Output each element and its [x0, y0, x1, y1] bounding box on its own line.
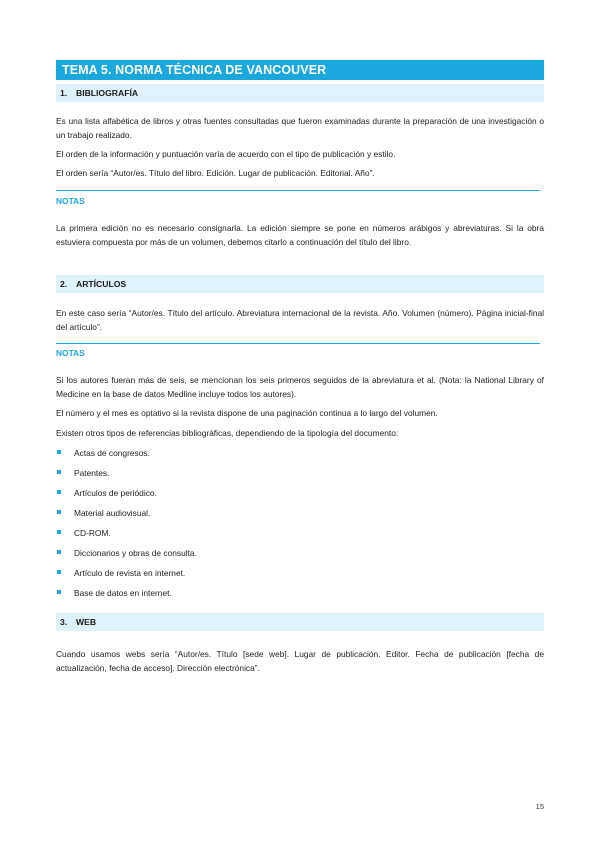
section-label: BIBLIOGRAFÍA [76, 88, 139, 98]
section-label: WEB [76, 617, 97, 627]
section-header-web [56, 613, 544, 631]
list-item: Artículos de periódico. [56, 486, 544, 506]
note-paragraph: Si los autores fueran más de seis, se mencionan los seis primeros seguidos de la abreviatura et al. (Nota: la National Library of Medicine en la base de datos Medline incluye todos los autores). [56, 375, 544, 400]
page-number: 15 [535, 802, 544, 811]
bullet-icon [57, 530, 61, 534]
divider [56, 190, 540, 191]
section-number: 3. [60, 617, 68, 627]
divider [56, 343, 540, 344]
paragraph: Es una lista alfabética de libros y otras fuentes consultadas que fueron examinadas durante la preparación de una investigación o un trabajo realizado. [56, 116, 544, 141]
section-number: 2. [60, 279, 68, 289]
note-paragraph: Existen otros tipos de referencias bibliográficas, dependiendo de la tipología del documento: [56, 428, 399, 438]
bullet-icon [57, 550, 61, 554]
list-item: Patentes. [56, 466, 544, 486]
list-item: Diccionarios y obras de consulta. [56, 546, 544, 566]
note-paragraph: El número y el mes es optativo si la revista dispone de una paginación continua a lo largo del volumen. [56, 408, 438, 418]
chapter-title: TEMA 5. NORMA TÉCNICA DE VANCOUVER [56, 60, 544, 80]
paragraph: El orden sería “Autor/es. Título del libro. Edición. Lugar de publicación. Editorial. Año”. [56, 168, 375, 178]
notes-label: NOTAS [56, 348, 85, 358]
section-header-bibliografia [56, 84, 544, 102]
paragraph: En este caso sería “Autor/es. Título del artículo. Abreviatura internacional de la revista. Año. Volumen (número). Página inicial-final del artículo”. [56, 308, 544, 333]
bullet-icon [57, 590, 61, 594]
bullet-icon [57, 470, 61, 474]
list-item: Artículo de revista en internet. [56, 566, 544, 586]
bullet-icon [57, 450, 61, 454]
list-item: Base de datos en internet. [56, 586, 544, 606]
list-item: Material audiovisual. [56, 506, 544, 526]
bullet-icon [57, 570, 61, 574]
section-number: 1. [60, 88, 68, 98]
list-item: Actas de congresos. [56, 446, 544, 466]
bullet-icon [57, 490, 61, 494]
section-label: ARTÍCULOS [76, 279, 127, 289]
bullet-icon [57, 510, 61, 514]
reference-types-list [56, 446, 544, 606]
notes-label: NOTAS [56, 196, 85, 206]
paragraph: Cuando usamos webs sería “Autor/es. Título [sede web]. Lugar de publicación. Editor. Fecha de publicación [fecha de actualización, fecha de acceso]. Dirección electrónica”. [56, 649, 544, 674]
list-item: CD-ROM. [56, 526, 544, 546]
note-paragraph: La primera edición no es necesario consignarla. La edición siempre se pone en números arábigos y abreviaturas. Si la obra estuviera compuesta por más de un volumen, debemos citarlo a continuación del título del libro. [56, 223, 544, 248]
paragraph: El orden de la información y puntuación varía de acuerdo con el tipo de publicación y estilo. [56, 149, 396, 159]
section-header-articulos [56, 275, 544, 293]
